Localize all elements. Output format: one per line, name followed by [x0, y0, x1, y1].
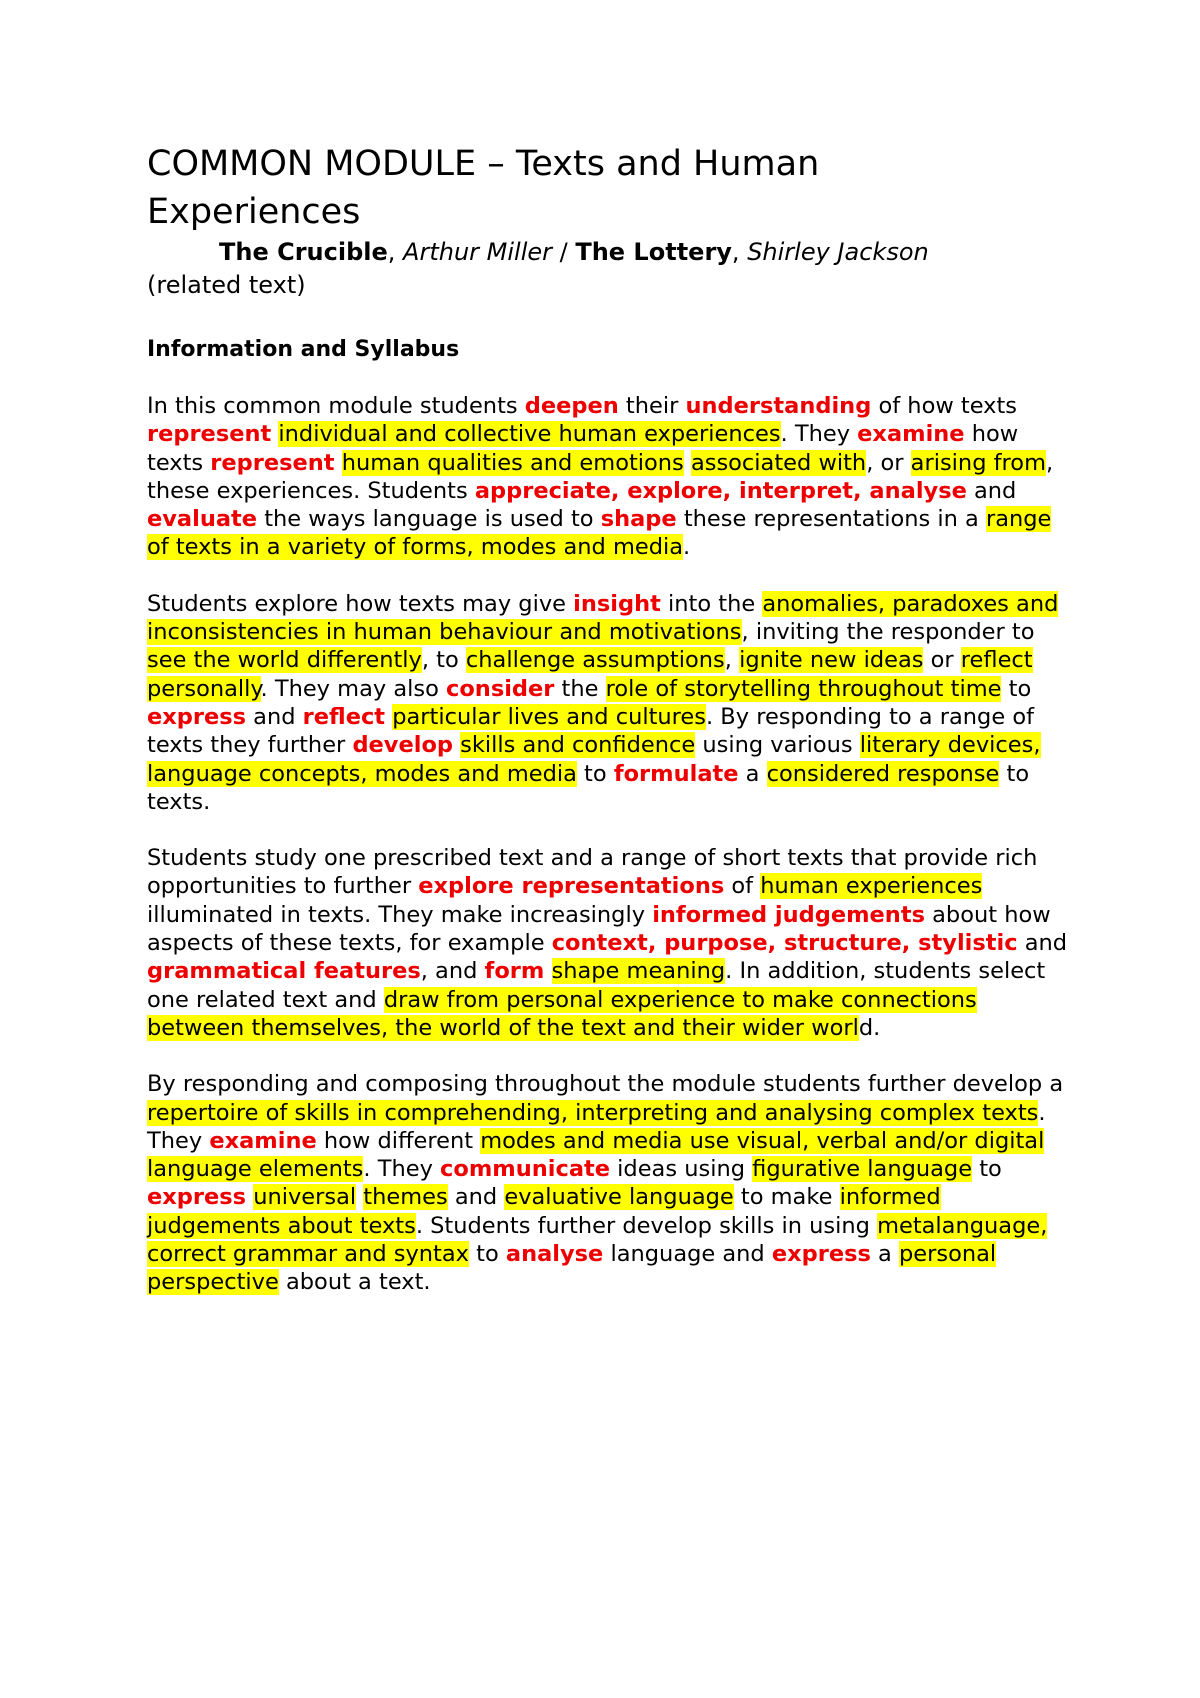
keyword-term: form: [484, 958, 545, 985]
body-text: their: [618, 393, 686, 419]
text-list: [147, 236, 1077, 302]
body-text: . They: [147, 1099, 1046, 1154]
keyword-term: represent: [147, 421, 272, 448]
highlighted-phrase: challenge assumptions: [465, 647, 725, 674]
highlighted-phrase: particular lives and cultures: [392, 703, 706, 730]
document-title: [147, 140, 1077, 236]
body-text: the: [554, 675, 606, 702]
body-text: to: [1001, 675, 1032, 702]
body-text: ideas using: [610, 1156, 753, 1183]
keyword-term: express: [147, 703, 247, 730]
body-text: illuminated in texts. They make increasingly: [147, 901, 653, 928]
highlighted-phrase: figurative language: [752, 1156, 973, 1183]
body-text: . Students further develop skills in using: [415, 1212, 878, 1239]
related-text-author: Shirley Jackson: [747, 238, 929, 266]
body-text: a: [738, 760, 767, 787]
keyword-term: informed judgements: [652, 901, 925, 928]
keyword-term: reflect: [302, 703, 386, 730]
keyword-term: explore representations: [418, 873, 725, 900]
highlighted-phrase: repertoire of skills in comprehending, interpreting and analysing complex texts: [147, 1099, 1039, 1126]
body-text: d.: [858, 1014, 881, 1041]
keyword-term: context, purpose, structure, stylistic: [551, 930, 1018, 957]
body-text: ,: [724, 647, 740, 674]
keyword-term: shape: [600, 506, 677, 533]
body-text: In this common module students: [147, 393, 525, 419]
paragraph-3: [147, 844, 1077, 1042]
keyword-term: consider: [446, 675, 555, 702]
body-text: By responding and composing throughout the module students further develop a: [147, 1071, 1064, 1098]
body-text: language and: [603, 1241, 772, 1268]
keyword-term: examine: [209, 1127, 317, 1154]
body-text: , to: [421, 647, 466, 674]
body-text: , and: [420, 958, 485, 985]
keyword-term: formulate: [613, 760, 739, 787]
highlighted-phrase: role of storytelling throughout time: [605, 675, 1002, 702]
paragraph-4: [147, 1070, 1077, 1296]
highlighted-phrase: human experiences: [760, 873, 983, 900]
prescribed-text-author: Arthur Miller: [403, 238, 552, 266]
highlighted-phrase: draw from personal experience to make connections between themselves, the world of the text and their wider worl: [147, 986, 977, 1041]
body-text: into the: [660, 590, 763, 617]
body-text: . In addition, students select one related text and: [147, 958, 1046, 1013]
highlighted-phrase: metalanguage, correct grammar and syntax: [147, 1212, 1048, 1268]
body-text: of how texts: [871, 393, 1018, 419]
keyword-term: evaluate: [147, 506, 258, 533]
keyword-term: deepen: [524, 393, 619, 419]
body-text: , these experiences. Students: [147, 449, 1054, 504]
highlighted-phrase: skills and confidence: [460, 732, 696, 759]
highlighted-phrase: see the world differently: [147, 647, 422, 674]
keyword-term: communicate: [440, 1156, 611, 1183]
body-text: and: [447, 1184, 505, 1211]
paragraph-2: [147, 590, 1077, 816]
highlighted-phrase: personal perspective: [147, 1241, 997, 1296]
body-text: to: [469, 1241, 506, 1268]
body-text: , inviting the responder to: [741, 619, 1035, 646]
highlighted-phrase: individual and collective human experiences: [278, 421, 781, 448]
highlighted-phrase: arising from: [910, 449, 1046, 476]
keyword-term: develop: [352, 732, 454, 759]
body-text: .: [683, 534, 691, 561]
keyword-term: analyse: [505, 1241, 604, 1268]
title-line-2: Experiences: [147, 192, 361, 232]
body-text: how texts: [147, 421, 1019, 476]
keyword-term: grammatical features: [147, 958, 421, 985]
keyword-term: appreciate, explore, interpret, analyse: [474, 477, 967, 504]
highlighted-phrase: evaluative language: [504, 1184, 734, 1211]
highlighted-phrase: reflect personally: [147, 647, 1033, 702]
keyword-term: express: [771, 1241, 871, 1268]
highlighted-phrase: universal: [253, 1184, 357, 1211]
body-text: [684, 450, 691, 476]
body-text: Students study one prescribed text and a range of short texts that provide rich opportunities to further: [147, 845, 1038, 900]
highlighted-phrase: anomalies, paradoxes and inconsistencies in human behaviour and motivations: [147, 590, 1059, 646]
highlighted-phrase: themes: [363, 1184, 448, 1211]
body-text: to: [576, 760, 614, 787]
body-text: [544, 958, 551, 984]
body-text: to texts.: [147, 760, 1030, 815]
body-text: . They may also: [260, 675, 447, 702]
title-line-1: COMMON MODULE – Texts and Human: [147, 144, 820, 184]
related-text-title: The Lottery: [575, 238, 732, 266]
prescribed-text-title: The Crucible: [219, 238, 388, 266]
keyword-term: express: [147, 1184, 247, 1211]
document-page: [147, 140, 1077, 1325]
highlighted-phrase: modes and media use visual, verbal and/or digital language elements: [147, 1127, 1045, 1183]
body-text: and: [246, 703, 303, 730]
separator: /: [552, 238, 576, 266]
highlighted-phrase: considered response: [766, 760, 1000, 787]
body-text: . They: [780, 421, 858, 448]
body-text: Students explore how texts may give: [147, 590, 574, 617]
highlighted-phrase: ignite new ideas: [739, 647, 924, 674]
body-text: [335, 450, 342, 476]
keyword-term: understanding: [685, 393, 872, 419]
keyword-term: insight: [573, 590, 661, 617]
body-text: how different: [316, 1127, 481, 1154]
highlighted-phrase: associated with: [690, 449, 867, 476]
body-text: about a text.: [278, 1269, 431, 1296]
body-text: about how aspects of these texts, for example: [147, 901, 1051, 957]
section-heading: Information and Syllabus: [147, 337, 460, 362]
highlighted-phrase: human qualities and emotions: [341, 449, 684, 476]
body-text: and: [1017, 930, 1068, 957]
body-text: a: [870, 1241, 899, 1268]
body-text: these representations in a: [676, 506, 986, 533]
highlighted-phrase: literary devices, language concepts, modes and media: [147, 732, 1041, 787]
separator: ,: [387, 238, 404, 266]
body-text: to: [972, 1156, 1002, 1183]
body-text: or: [923, 647, 961, 674]
body-text: to make: [733, 1184, 840, 1211]
highlighted-phrase: shape meaning: [551, 958, 726, 985]
body-text: the ways language is used to: [257, 506, 601, 533]
keyword-term: examine: [857, 421, 965, 448]
highlighted-phrase: range of texts in a variety of forms, modes and media: [147, 506, 1052, 561]
body-text: and: [966, 477, 1017, 504]
separator: ,: [731, 238, 748, 266]
paragraph-1: [147, 392, 1077, 562]
body-text: of: [724, 873, 761, 900]
body-text: . By responding to a range of texts they further: [147, 703, 1035, 759]
body-text: using various: [695, 732, 860, 759]
body-text: . They: [363, 1156, 441, 1183]
body-text: , or: [866, 449, 911, 476]
related-text-note: (related text): [147, 271, 306, 299]
keyword-term: represent: [210, 449, 335, 476]
highlighted-phrase: informed judgements about texts: [147, 1184, 941, 1239]
